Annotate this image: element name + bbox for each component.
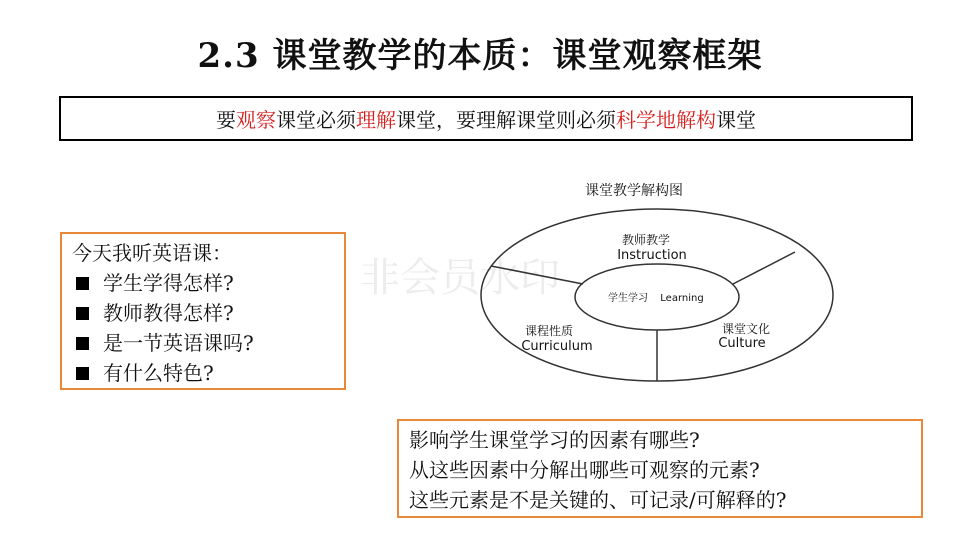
factors-question: 影响学生课堂学习的因素有哪些? xyxy=(409,428,700,452)
list-item-text: 教师教得怎样? xyxy=(103,301,234,325)
list-item xyxy=(72,298,334,328)
bullet-square-icon xyxy=(76,307,89,320)
lesson-questions-heading: 今天我听英语课： xyxy=(72,241,232,265)
banner-highlight-observe: 观察 xyxy=(236,108,276,132)
banner-text-4: 课堂 xyxy=(716,108,756,132)
principle-banner xyxy=(59,96,913,141)
bullet-square-icon xyxy=(76,277,89,290)
bullet-square-icon xyxy=(76,367,89,380)
instruction-label-en: Instruction xyxy=(617,248,687,263)
curriculum-label-cn: 课程性质 xyxy=(524,324,574,338)
list-item xyxy=(72,268,334,298)
inner-ellipse xyxy=(575,264,739,330)
factors-question: 从这些因素中分解出哪些可观察的元素? xyxy=(409,458,760,482)
instruction-label-cn: 教师教学 xyxy=(621,233,671,247)
slide-title: 2.3 课堂教学的本质：课堂观察框架 xyxy=(197,36,763,76)
list-item-text: 有什么特色? xyxy=(103,361,214,385)
factors-question: 这些元素是不是关键的、可记录/可解释的? xyxy=(409,488,787,512)
culture-label-en: Culture xyxy=(718,336,766,351)
factors-questions-box xyxy=(397,419,923,518)
list-item xyxy=(72,328,334,358)
watermark: 非会员水印 xyxy=(360,255,560,301)
learning-label-cn: 学生学习 xyxy=(608,293,648,304)
lesson-questions-box xyxy=(60,232,346,390)
divider-left xyxy=(491,266,583,284)
list-item xyxy=(72,358,334,388)
classroom-deconstruction-diagram xyxy=(470,200,850,390)
banner-text-1: 要 xyxy=(216,108,236,132)
curriculum-label-en: Curriculum xyxy=(521,339,593,354)
banner-text-2: 课堂必须 xyxy=(276,108,356,132)
list-item-text: 是一节英语课吗? xyxy=(103,331,254,355)
banner-text-3: 课堂，要理解课堂则必须 xyxy=(396,108,616,132)
bullet-square-icon xyxy=(76,337,89,350)
banner-highlight-understand: 理解 xyxy=(356,108,396,132)
diagram-title: 课堂教学解构图 xyxy=(585,183,683,199)
banner-highlight-deconstruct: 科学地解构 xyxy=(616,108,716,132)
divider-right xyxy=(733,252,795,284)
culture-label-cn: 课堂文化 xyxy=(721,322,771,336)
learning-label-en: Learning xyxy=(660,293,704,304)
list-item-text: 学生学得怎样? xyxy=(103,271,234,295)
